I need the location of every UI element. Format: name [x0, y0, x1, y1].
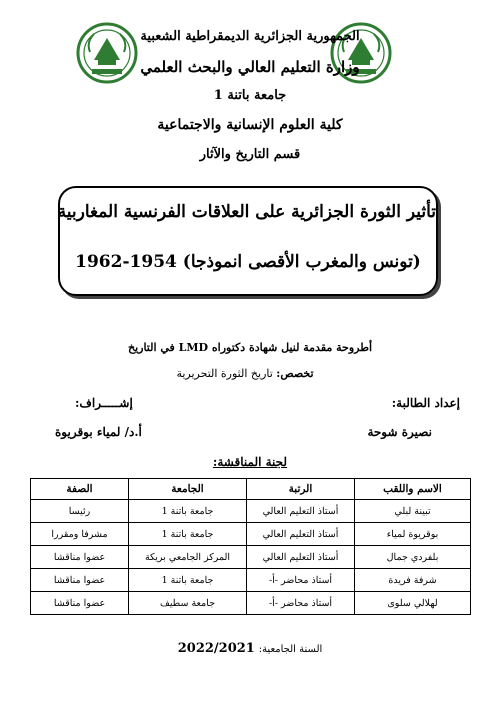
- member-university: جامعة باتنة 1: [129, 569, 247, 592]
- thesis-title-line1: تأثير الثورة الجزائرية على العلاقات الفرنسية المغاربية: [57, 202, 436, 222]
- committee-table: [30, 478, 471, 615]
- member-university: المركز الجامعي بريكة: [129, 546, 247, 569]
- department-name: قسم التاريخ والآثار: [199, 147, 301, 162]
- header-rank: الرتبة: [247, 479, 355, 500]
- thesis-title-line2: (تونس والمغرب الأقصى انموذجا) 1954-1962: [75, 252, 421, 272]
- member-role: عضوا مناقشا: [31, 569, 129, 592]
- member-role: عضوا مناقشا: [31, 546, 129, 569]
- faculty-name: كلية العلوم الإنسانية والاجتماعية: [157, 117, 343, 133]
- header-role: الصفة: [31, 479, 129, 500]
- supervisor-name: أ.د/ لمياء بوقريوة: [55, 425, 142, 439]
- university-name: جامعة باتنة 1: [213, 88, 287, 103]
- table-row: [31, 569, 471, 592]
- member-role: مشرفا ومقررا: [31, 523, 129, 546]
- republic-name: الجمهورية الجزائرية الديمقراطية الشعبية: [140, 29, 360, 44]
- table-row: [31, 523, 471, 546]
- thesis-specialty: [0, 367, 490, 380]
- member-name: تبينة لبلي: [355, 500, 471, 523]
- prepared-by-label: إعداد الطالبة:: [391, 396, 460, 410]
- committee-title: لجنة المناقشة:: [212, 455, 288, 469]
- member-role: عضوا مناقشا: [31, 592, 129, 615]
- member-rank: أستاذ محاضر -أ-: [247, 569, 355, 592]
- table-row: [31, 546, 471, 569]
- specialty-label: تخصص:: [276, 367, 314, 380]
- header-name: الاسم واللقب: [355, 479, 471, 500]
- ministry-name: وزارة التعليم العالي والبحث العلمي: [140, 58, 360, 76]
- student-name: نصيرة شوحة: [367, 425, 432, 439]
- member-university: جامعة باتنة 1: [129, 523, 247, 546]
- member-university: جامعة سطيف: [129, 592, 247, 615]
- specialty-value: تاريخ الثورة التحريرية: [176, 367, 273, 380]
- member-name: بلفردي جمال: [355, 546, 471, 569]
- table-row: [31, 592, 471, 615]
- member-rank: أستاذ التعليم العالي: [247, 546, 355, 569]
- header-university: الجامعة: [129, 479, 247, 500]
- member-university: جامعة باتنة 1: [129, 500, 247, 523]
- table-header-row: [31, 479, 471, 500]
- thesis-description: أطروحة مقدمة لنيل شهادة دكتوراه LMD في التاريخ: [127, 341, 373, 354]
- member-rank: أستاذ محاضر -أ-: [247, 592, 355, 615]
- thesis-title-box: [58, 186, 438, 296]
- table-row: [31, 500, 471, 523]
- academic-year-value: 2022/2021: [177, 641, 255, 656]
- supervisor-label: إشـــــراف:: [75, 396, 133, 410]
- member-rank: أستاذ التعليم العالي: [247, 523, 355, 546]
- member-role: رئيسا: [31, 500, 129, 523]
- member-rank: أستاذ التعليم العالي: [247, 500, 355, 523]
- academic-year-label: السنة الجامعية:: [258, 644, 323, 655]
- member-name: شرفة فريدة: [355, 569, 471, 592]
- member-name: لهلالي سلوى: [355, 592, 471, 615]
- academic-year: [0, 641, 500, 656]
- member-name: بوقريوة لمياء: [355, 523, 471, 546]
